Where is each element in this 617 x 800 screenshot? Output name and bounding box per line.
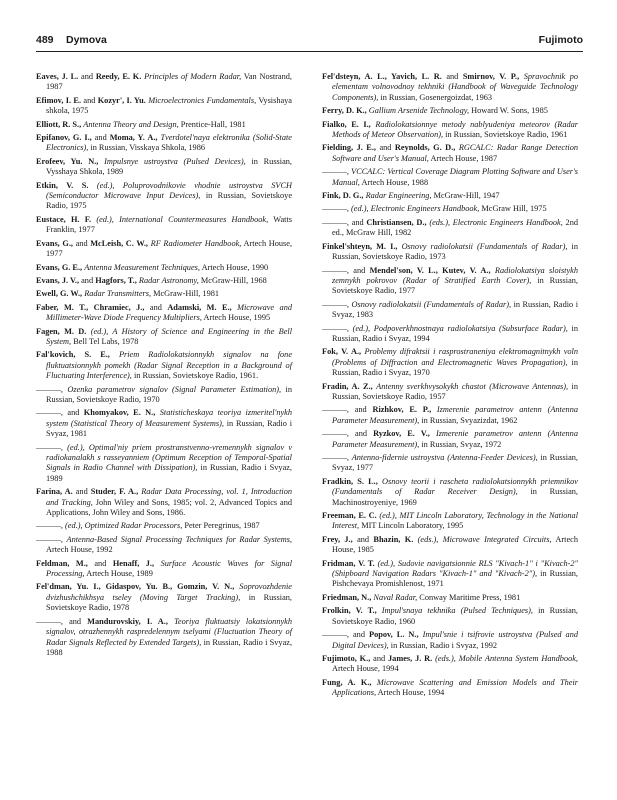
right-column xyxy=(322,72,578,702)
reference-coauthors: Bhazin, K. xyxy=(373,534,414,544)
reference-publisher: in Russian, Svyaz, 1972 xyxy=(421,439,502,449)
reference-entry: ———, (ed.), Optimized Radar Processors, Peter Peregrinus, 1987 xyxy=(36,521,260,531)
reference-entry: Feldman, M., and Henaff, J., Surface Acoustic Waves for Signal Processing, Artech House, 1989 xyxy=(36,558,293,579)
reference-authors: Feldman, M., xyxy=(36,558,88,568)
reference-title: Ozenka parametrov signalov (Signal Parameter Estimation), xyxy=(67,384,282,394)
reference-entry xyxy=(322,106,578,116)
reference-coauthors: Adamski, M. E., xyxy=(167,302,232,312)
reference-authors: Eustace, H. F. xyxy=(36,214,92,224)
header-right-entry: Fujimoto xyxy=(538,34,583,46)
reference-publisher: in Russian, Svyazizdat, 1962 xyxy=(421,415,518,425)
reference-authors: Epifanov, G. I., xyxy=(36,133,92,143)
reference-publisher: in Russian, Pishchevaya Promishlenost, 1971 xyxy=(332,569,578,589)
reference-authors: Fielding, J. E., xyxy=(322,143,376,153)
reference-publisher: Peter Peregrinus, 1987 xyxy=(184,521,260,531)
reference-title: Izmerenie parametrov antenn (Antenna Parameter Measurement), xyxy=(332,429,578,449)
reference-entry: Efimov, I. E. and Kozyr', I. Yu. Microelectronics Fundamentals, Vysishaya shkola, 1975 xyxy=(36,95,292,116)
reference-title: Gallium Arsenide Technology, xyxy=(368,106,470,116)
reference-authors: Frolkin, V. T., xyxy=(322,606,377,616)
reference-authors: Finkel'shteyn, M. I., xyxy=(322,241,398,251)
reference-coauthors: Rizhkov, E. P., xyxy=(372,405,432,415)
reference-title: Spravochnik po elementam volnovodnoy tekhniki (Handbook of Waveguide Technology Components), xyxy=(332,72,579,102)
reference-authors: Evans, G., xyxy=(36,238,73,248)
reference-title: (eds.), Electronic Engineers Handbook, xyxy=(429,217,563,227)
reference-entry: ———, and Khomyakov, E. N., Statisticheskaya teoriya izmeritel'nykh system (Statistical Theory of Measurement Systems), in Russian, Radio i Svyaz, 1981 xyxy=(36,408,293,439)
reference-publisher: Van Nostrand, 1987 xyxy=(46,72,292,92)
reference-authors: Fradkin, S. L., xyxy=(322,476,378,486)
reference-entry xyxy=(322,347,578,378)
reference-title: Antenno-fidernie ustroystva (Antenna-Feeder Devices), xyxy=(351,453,538,462)
reference-entry xyxy=(36,289,292,299)
reference-authors: Fagen, M. D. xyxy=(36,326,87,336)
left-column xyxy=(36,72,292,661)
reference-coauthors: McLeish, C. W., xyxy=(90,238,149,248)
reference-publisher: Vysishaya shkola, 1975 xyxy=(46,95,292,116)
reference-title: Soprovozhdenie dvizhushchikhsya tseley (Moving Target Tracking), xyxy=(46,582,292,602)
reference-authors: Faber, M. T., Chramiec, J., xyxy=(36,302,145,312)
reference-authors: Freeman, E. C. xyxy=(322,511,377,521)
reference-title: (ed.), Optimal'niy priem prostranstvenno-vremennykh signalov v radiokanalakh s rasseyanniem (Optimum Reception of Temporal-Spatial Signals in Radio Channel with Dissipation), xyxy=(46,442,292,473)
reference-coauthors: James, J. R. xyxy=(388,653,433,663)
reference-publisher: in Russian, Radio i Svyaz, 1994 xyxy=(332,323,578,343)
reference-coauthors: Christiansen, D., xyxy=(366,217,427,227)
reference-entry xyxy=(322,477,578,508)
reference-title: (ed.), Podpoverkhnostnaya radiolokatsiya (Subsurface Radar), xyxy=(352,323,568,333)
reference-title: RGCALC: Radar Range Detection Software and User's Manual, xyxy=(332,143,578,163)
reference-publisher: Conway Maritime Press, 1981 xyxy=(419,592,521,602)
reference-title: Microelectronics Fundamentals, xyxy=(148,95,257,105)
reference-title: (ed.), Optimized Radar Processors, xyxy=(65,521,183,531)
reference-entry xyxy=(322,511,578,532)
reference-title: Antenna Theory and Design, xyxy=(83,119,179,129)
reference-publisher: in Russian, Sovietskoye Radio, 1973 xyxy=(332,241,579,262)
reference-publisher: in Russian, Svyaz, 1977 xyxy=(332,453,578,473)
reference-title: Priem Radiolokatsionnykh signalov na fone fluktuatsionnykh pomekh (Radar Signal Reception in a Background of Fluctuating Interference), xyxy=(46,350,293,381)
reference-title: Osnovy radiolokatsii (Fundamentals of Radar), xyxy=(401,241,568,251)
reference-authors: Ewell, G. W., xyxy=(36,289,83,299)
reference-authors: Fok, V. A., xyxy=(322,347,362,357)
reference-entry xyxy=(322,559,578,590)
reference-entry xyxy=(36,157,292,178)
reference-entry xyxy=(36,327,292,348)
reference-authors: Fujimoto, K., xyxy=(322,653,371,663)
reference-title: Radar Astronomy, xyxy=(138,275,199,285)
running-header xyxy=(36,34,583,50)
header-rule xyxy=(36,51,583,52)
reference-authors: Etkin, V. S. xyxy=(36,180,89,190)
reference-title: Teoriya fluktuatsiy lokatsionnykh signalov, otrazhennykh raspredelennym tselyami (Fluctuation Theory of Radar Signals Reflected by Extended Targets), xyxy=(46,616,292,647)
reference-entry xyxy=(36,181,292,212)
reference-publisher: in Russian, Radio i Svyaz, 1989 xyxy=(46,463,293,483)
reference-entry: Evans, J. V., and Hagfors, T., Radar Astronomy, McGraw-Hill, 1968 xyxy=(36,275,267,285)
reference-title: Impulsnye ustroystva (Pulsed Devices), xyxy=(104,156,246,166)
reference-entry xyxy=(322,593,578,603)
reference-publisher: in Russian, Sovietskoye Radio, 1978 xyxy=(46,592,292,613)
reference-entry: ———, and Mandurovskiy, I. A., Teoriya fluktuatsiy lokatsionnykh signalov, otrazhennykh raspredelennym tselyami (Fluctuation Theory of Radar Signals Reflected by Extended Targets), in Russian, Radio i Svyaz, 1988 xyxy=(36,616,293,657)
reference-publisher: in Russian, Sovietskoye Radio, 1977 xyxy=(332,275,578,296)
reference-entry: ———, (ed.), Podpoverkhnostnaya radiolokatsiya (Subsurface Radar), in Russian, Radio i Svyaz, 1994 xyxy=(322,323,578,343)
reference-title: Antenna-Based Signal Processing Techniques for Radar Systems, xyxy=(66,534,292,544)
reference-coauthors: Moma, Y. A., xyxy=(109,133,158,143)
reference-publisher: Artech House, 1977 xyxy=(46,238,293,259)
reference-publisher: Watts Franklin, 1977 xyxy=(46,214,292,235)
reference-publisher: Prentice-Hall, 1981 xyxy=(180,119,246,129)
reference-entry: ———, and Christiansen, D., (eds.), Electronic Engineers Handbook, 2nd ed., McGraw Hill, 1982 xyxy=(322,217,578,238)
reference-authors: Fradin, A. Z., xyxy=(322,381,373,391)
reference-publisher: Artech House, 1989 xyxy=(86,569,153,579)
reference-coauthors: Reynolds, G. D., xyxy=(394,143,456,153)
reference-entry xyxy=(322,678,578,699)
reference-publisher: Artech House, 1985 xyxy=(332,534,578,555)
reference-publisher: in Russian, Radio i Svyaz, 1970 xyxy=(332,357,578,378)
reference-publisher: 2nd ed., McGraw Hill, 1982 xyxy=(332,217,578,238)
reference-entry: Farina, A. and Studer, F. A., Radar Data Processing, vol. 1, Introduction and Tracking, John Wiley and Sons, 1985; vol. 2, Advanced Topics and Applications, John Wiley and Sons, 1986. xyxy=(36,487,292,518)
reference-entry: ———, Antenno-fidernie ustroystva (Antenna-Feeder Devices), in Russian, Svyaz, 1977 xyxy=(322,453,578,473)
reference-entry xyxy=(322,191,578,201)
reference-entry: ———, and Mendel'son, V. L., Kutev, V. A., Radiolokatsiya sloistykh zemnykh pokrovov (Radar of Stratified Earth Cover), in Russian, Sovietskoye Radio, 1977 xyxy=(322,265,578,296)
reference-entry: ———, and Popov, L. N., Impul'snie i tsifrovie ustroystva (Pulsed and Digital Devices), in Russian, Radio i Svyaz, 1992 xyxy=(322,630,578,650)
reference-entry: ———, Ozenka parametrov signalov (Signal Parameter Estimation), in Russian, Sovietskoye Radio, 1970 xyxy=(36,384,292,404)
reference-authors: Ferry, D. K., xyxy=(322,106,367,116)
reference-title: Osnovy radiolokatsii (Fundamentals of Radar), xyxy=(351,299,512,309)
reference-publisher: McGraw-Hill, 1947 xyxy=(433,191,500,201)
reference-title: Antenna Measurement Techniques, xyxy=(84,262,200,272)
reference-entry xyxy=(322,242,578,263)
reference-publisher: Artech House, 1992 xyxy=(46,545,113,555)
reference-title: Izmerenie parametrov antenn (Antenna Parameter Measurement), xyxy=(332,405,578,425)
reference-authors: Fel'dman, Yu. I., Gidaspov, Yu. B., Gomzin, V. N., xyxy=(36,582,235,592)
reference-entry xyxy=(36,350,292,381)
reference-title: Tverdotel'naya elektronika (Solid-State Electronics), xyxy=(46,133,292,153)
reference-coauthors: Smirnov, V. P., xyxy=(462,72,520,81)
reference-entry: ———, and Rizhkov, E. P., Izmerenie parametrov antenn (Antenna Parameter Measurement), in Russian, Svyazizdat, 1962 xyxy=(322,405,578,425)
reference-title: Impul'snie i tsifrovie ustroystva (Pulsed and Digital Devices), xyxy=(332,630,578,650)
reference-title: (eds.), Mobile Antenna System Handbook, xyxy=(435,653,578,663)
reference-authors: Erofeev, Yu. N., xyxy=(36,156,99,166)
reference-publisher: in Russian, Radio i Svyaz, 1981 xyxy=(46,418,293,439)
reference-entry xyxy=(36,120,292,130)
reference-authors: Fink, D. G., xyxy=(322,191,364,201)
reference-entry xyxy=(322,120,578,141)
reference-coauthors: Khomyakov, E. N., xyxy=(83,408,156,418)
reference-entry xyxy=(322,606,578,627)
reference-entry: ———, VCCALC: Vertical Coverage Diagram Plotting Software and User's Manual, Artech House, 1988 xyxy=(322,167,578,187)
reference-authors: Efimov, I. E. xyxy=(36,95,82,105)
reference-authors: Evans, G. E., xyxy=(36,262,83,272)
reference-publisher: in Russian, Sovietskoye Radio, 1961 xyxy=(445,130,568,140)
reference-publisher: Artech House, 1994 xyxy=(332,664,399,674)
page-number: 489 xyxy=(36,34,54,46)
reference-publisher: in Russian, Sovietskoye Radio, 1975 xyxy=(46,191,292,211)
reference-publisher: in Russian, Sovietskoye Radio, 1957 xyxy=(332,381,578,401)
reference-title: Osnovy teorii i rascheta radiolokatsionnykh priemnikov (Fundamentals of Radar Receiver Design), xyxy=(332,476,578,497)
reference-authors: Eaves, J. L. xyxy=(36,72,79,81)
reference-title: Problemy difraktsii i rasprostraneniya elektromagnitnykh voln (Problems of Diffraction and Electromagnetic Waves Propagation), xyxy=(332,347,578,367)
reference-coauthors: Hagfors, T., xyxy=(95,275,137,285)
reference-entry xyxy=(36,263,292,273)
reference-publisher: in Russian, Sovietskoye Radio, 1960 xyxy=(332,606,578,626)
reference-authors: Frey, J., xyxy=(322,534,353,544)
reference-authors: Fung, A. K., xyxy=(322,677,372,687)
reference-entry: Fielding, J. E., and Reynolds, G. D., RGCALC: Radar Range Detection Software and User's Manual, Artech House, 1987 xyxy=(322,143,578,163)
reference-authors: Evans, J. V., xyxy=(36,275,80,285)
reference-title: (ed.), International Countermeasures Handbook, xyxy=(96,214,269,224)
reference-title: (ed.), A History of Science and Engineering in the Bell System, xyxy=(46,326,293,346)
reference-authors: Elliott, R. S., xyxy=(36,119,82,129)
reference-coauthors: Kozyr', I. Yu. xyxy=(97,95,146,105)
reference-entry: ———, Osnovy radiolokatsii (Fundamentals of Radar), in Russian, Radio i Svyaz, 1983 xyxy=(322,299,578,320)
reference-entry: Fel'dsteyn, A. L., Yavich, L. R. and Smirnov, V. P., Spravochnik po elementam volnovodnoy tekhniki (Handbook of Waveguide Technology Components), in Russian, Gosenergoizdat, 1963 xyxy=(322,72,579,102)
reference-publisher: in Russian, Machinostroyeniye, 1969 xyxy=(332,487,578,507)
reference-publisher: Artech House, 1987 xyxy=(430,153,498,163)
reference-entry xyxy=(322,382,578,403)
reference-authors: Fialko, E. I., xyxy=(322,119,371,129)
reference-title: Impul'snaya tekhnika (Pulsed Techniques), xyxy=(381,606,533,616)
reference-coauthors: Studer, F. A., xyxy=(90,487,139,497)
reference-title: Microwave Scattering and Emission Models and Their Applications, xyxy=(332,677,578,698)
reference-title: (ed.), Electronic Engineers Handbook, xyxy=(351,204,480,214)
reference-publisher: McGraw-Hill, 1981 xyxy=(153,289,220,299)
reference-entry: ———, (ed.), Electronic Engineers Handbook, McGraw Hill, 1975 xyxy=(322,204,547,214)
reference-entry: Fujimoto, K., and James, J. R. (eds.), Mobile Antenna System Handbook, Artech House, 1994 xyxy=(322,653,578,674)
reference-authors: Fel'dsteyn, A. L., Yavich, L. R. xyxy=(322,72,442,81)
reference-coauthors: Ryzkov, E. V., xyxy=(373,429,430,439)
reference-title: (eds.), Microwave Integrated Circuits, xyxy=(417,534,552,544)
reference-publisher: in Russian, Radio i Svyaz, 1992 xyxy=(390,640,498,650)
reference-title: Statisticheskaya teoriya izmeritel'nykh system (Statistical Theory of Measurement Systems), xyxy=(46,408,293,428)
reference-publisher: in Russian, Sovietskoye Radio, 1970 xyxy=(46,384,292,404)
reference-publisher: in Russian, Radio i Svyaz, 1988 xyxy=(46,637,293,657)
reference-entry: Eaves, J. L. and Reedy, E. K. Principles of Modern Radar, Van Nostrand, 1987 xyxy=(36,72,292,92)
reference-publisher: Artech House, 1988 xyxy=(361,177,429,187)
reference-publisher: in Russian, Vysshaya Shkola, 1989 xyxy=(46,156,292,177)
reference-entry xyxy=(36,582,292,613)
reference-title: Surface Acoustic Waves for Signal Processing, xyxy=(46,558,293,579)
reference-title: Radar Data Processing, vol. 1, Introduction and Tracking, xyxy=(46,487,292,507)
reference-publisher: Artech House, 1990 xyxy=(201,262,269,272)
reference-publisher: McGraw-Hill, 1968 xyxy=(200,275,267,285)
reference-title: Radar Transmitters, xyxy=(84,289,152,299)
reference-publisher: Artech House, 1995 xyxy=(203,313,271,323)
reference-entry: ———, (ed.), Optimal'niy priem prostranstvenno-vremennykh signalov v radiokanalakh s rasseyanniem (Optimum Reception of Temporal-Spatial Signals in Radio Channel with Dissipation), in Russian, Radio i Svyaz, 1989 xyxy=(36,442,293,483)
reference-title: (ed.), Sudovie navigatsionnie RLS "Kivach-1" i "Kivach-2" (Shipboard Navigation Radars "Kivach-1" and "Kivach-2"), xyxy=(332,558,579,579)
reference-authors: Farina, A. xyxy=(36,487,73,497)
reference-publisher: Artech House, 1994 xyxy=(377,688,445,698)
reference-title: Microwave and Millimeter-Wave Diode Frequency Multipliers, xyxy=(46,302,292,323)
header-left-entry: Dymova xyxy=(66,34,107,46)
reference-authors: Friedman, N., xyxy=(322,592,372,602)
reference-title: VCCALC: Vertical Coverage Diagram Plotting Software and User's Manual, xyxy=(332,167,578,187)
reference-title: Naval Radar, xyxy=(373,592,418,602)
reference-title: (ed.), Poluprovodnikovie vhodnie ustroystva SVCH (Semiconductor Microwave Input Devices), xyxy=(46,180,293,201)
reference-entry: Epifanov, G. I., and Moma, Y. A., Tverdotel'naya elektronika (Solid-State Electronics), in Russian, Visskaya Shkola, 1986 xyxy=(36,133,292,153)
reference-publisher: in Russian, Radio i Svyaz, 1983 xyxy=(332,299,578,320)
reference-entry xyxy=(36,215,292,236)
reference-entry: ———, and Ryzkov, E. V., Izmerenie parametrov antenn (Antenna Parameter Measurement), in Russian, Svyaz, 1972 xyxy=(322,429,578,449)
reference-publisher: in Russian, Gosenergoizdat, 1963 xyxy=(380,92,493,102)
reference-title: RF Radiometer Handbook, xyxy=(150,238,242,248)
reference-title: Principles of Modern Radar, xyxy=(144,72,242,81)
reference-title: (ed.), MIT Lincoln Laboratory, Technology in the National Interest, xyxy=(332,511,579,531)
reference-entry: Evans, G., and McLeish, C. W., RF Radiometer Handbook, Artech House, 1977 xyxy=(36,238,293,259)
reference-title: Radiolokatsionnye metody nablyudeniya meteorov (Radar Methods of Meteor Observation), xyxy=(332,119,578,140)
reference-entry: Faber, M. T., Chramiec, J., and Adamski, M. E., Microwave and Millimeter-Wave Diode Frequency Multipliers, Artech House, 1995 xyxy=(36,302,292,323)
reference-coauthors: Mandurovskiy, I. A., xyxy=(87,616,168,626)
reference-title: Radar Engineering, xyxy=(365,191,432,201)
reference-title: Radiolokatsiya sloistykh zemnykh pokrovov (Radar of Stratified Earth Cover), xyxy=(332,265,578,285)
reference-publisher: John Wiley and Sons, 1985; vol. 2, Advanced Topics and Applications, John Wiley and Sons, 1986. xyxy=(46,497,292,518)
reference-authors: Fridman, V. T. xyxy=(322,558,375,568)
reference-coauthors: Mendel'son, V. L., Kutev, V. A., xyxy=(369,265,491,275)
reference-publisher: in Russian, Visskaya Shkola, 1986 xyxy=(90,143,205,153)
reference-coauthors: Henaff, J., xyxy=(112,558,155,568)
reference-entry: Frey, J., and Bhazin, K. (eds.), Microwave Integrated Circuits, Artech House, 1985 xyxy=(322,534,578,555)
reference-entry: ———, Antenna-Based Signal Processing Techniques for Radar Systems, Artech House, 1992 xyxy=(36,534,292,555)
reference-publisher: Bell Tel Labs, 1978 xyxy=(73,336,139,346)
reference-publisher: Howard W. Sons, 1985 xyxy=(471,106,548,116)
reference-authors: Fal'kovich, S. E., xyxy=(36,350,110,360)
reference-publisher: MIT Lincoln Laboratory, 1995 xyxy=(361,521,464,531)
reference-coauthors: Reedy, E. K. xyxy=(95,72,142,81)
reference-publisher: in Russian, Sovietskoye Radio, 1961. xyxy=(133,371,259,381)
reference-coauthors: Popov, L. N., xyxy=(369,630,419,640)
reference-title: Antenny sverkhvysokykh chastot (Microwave Antennas), xyxy=(376,381,569,391)
reference-publisher: McGraw Hill, 1975 xyxy=(481,204,547,214)
